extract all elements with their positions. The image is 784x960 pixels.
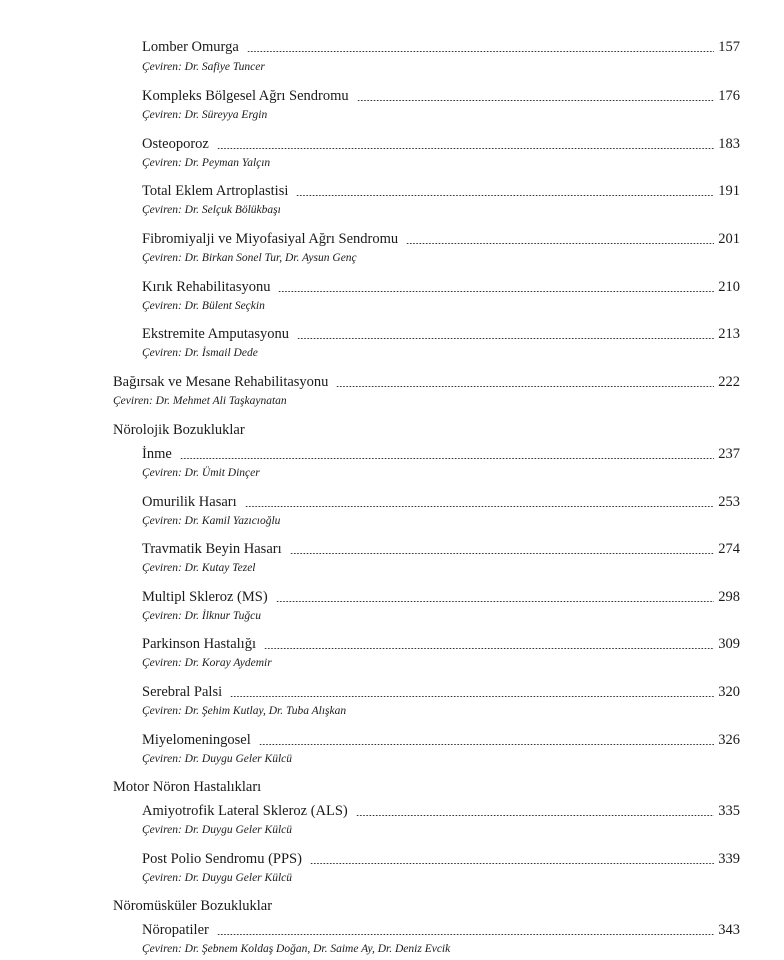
toc-entry-page: 298 [718, 589, 740, 605]
section-heading: Nörolojik Bozukluklar [113, 422, 245, 438]
toc-entry-page: 274 [718, 541, 740, 557]
dot-leader [180, 458, 714, 459]
dot-leader [245, 506, 715, 507]
dot-leader [217, 148, 714, 149]
toc-entry[interactable] [142, 230, 740, 248]
toc-entry-page: 157 [718, 39, 740, 55]
dot-leader [230, 696, 714, 697]
section-heading: Motor Nöron Hastalıkları [113, 779, 262, 795]
toc-entry-translator: Çeviren: Dr. Ümit Dinçer [142, 467, 260, 479]
toc-entry[interactable] [142, 921, 740, 939]
toc-entry[interactable] [142, 135, 740, 153]
toc-entry-title: Amiyotrofik Lateral Skleroz (ALS) [142, 803, 348, 819]
toc-entry-title: Total Eklem Artroplastisi [142, 183, 289, 199]
toc-entry-page: 191 [718, 183, 740, 199]
toc-entry-page: 253 [718, 494, 740, 510]
toc-entry-translator: Çeviren: Dr. Selçuk Bölükbaşı [142, 204, 281, 216]
dot-leader [217, 934, 714, 935]
toc-entry-translator: Çeviren: Dr. Bülent Seçkin [142, 300, 265, 312]
toc-entry-translator: Çeviren: Dr. Şehim Kutlay, Dr. Tuba Alışkan [142, 705, 347, 717]
toc-entry[interactable] [142, 850, 740, 868]
toc-entry-title: Kırık Rehabilitasyonu [142, 279, 271, 295]
toc-entry-title: Ekstremite Amputasyonu [142, 326, 289, 342]
toc-entry-page: 320 [718, 684, 740, 700]
toc-entry-page: 210 [718, 279, 740, 295]
toc-entry-translator: Çeviren: Dr. Mehmet Ali Taşkaynatan [113, 395, 287, 407]
dot-leader [290, 553, 715, 554]
dot-leader [297, 338, 714, 339]
toc-entry-translator: Çeviren: Dr. Safiye Tuncer [142, 61, 265, 73]
section-heading: Nöromüsküler Bozukluklar [113, 898, 273, 914]
dot-leader [356, 815, 714, 816]
toc-entry[interactable] [142, 493, 740, 511]
toc-entry[interactable] [142, 540, 740, 558]
toc-entry-page: 309 [718, 636, 740, 652]
toc-entry-translator: Çeviren: Dr. Duygu Geler Külcü [142, 753, 292, 765]
toc-entry-page: 237 [718, 446, 740, 462]
toc-entry-title: Osteoporoz [142, 136, 209, 152]
toc-entry-page: 176 [718, 88, 740, 104]
toc-entry-translator: Çeviren: Dr. Birkan Sonel Tur, Dr. Aysun Genç [142, 252, 357, 264]
toc-entry-translator: Çeviren: Dr. Koray Aydemir [142, 657, 272, 669]
toc-entry[interactable] [142, 731, 740, 749]
toc-entry-translator: Çeviren: Dr. Duygu Geler Külcü [142, 872, 292, 884]
dot-leader [310, 863, 714, 864]
toc-entry[interactable] [142, 182, 740, 200]
toc-entry-title: Fibromiyalji ve Miyofasiyal Ağrı Sendromu [142, 231, 399, 247]
toc-entry-page: 222 [718, 374, 740, 390]
toc-entry-title: Bağırsak ve Mesane Rehabilitasyonu [113, 374, 329, 390]
toc-entry-translator: Çeviren: Dr. Duygu Geler Külcü [142, 824, 292, 836]
toc-entry-translator: Çeviren: Dr. İsmail Dede [142, 347, 258, 359]
toc-entry-translator: Çeviren: Dr. Şebnem Koldaş Doğan, Dr. Saime Ay, Dr. Deniz Evcik [142, 943, 451, 955]
toc-entry-title: Travmatik Beyin Hasarı [142, 541, 282, 557]
toc-entry-translator: Çeviren: Dr. Kutay Tezel [142, 562, 256, 574]
toc-entry-page: 183 [718, 136, 740, 152]
toc-entry-translator: Çeviren: Dr. Süreyya Ergin [142, 109, 268, 121]
toc-entry-title: İnme [142, 446, 172, 462]
dot-leader [247, 51, 714, 52]
toc-entry-title: Parkinson Hastalığı [142, 636, 256, 652]
toc-entry-title: Lomber Omurga [142, 39, 239, 55]
toc-entry-title: Multipl Skleroz (MS) [142, 589, 268, 605]
toc-entry[interactable] [142, 445, 740, 463]
toc-entry-translator: Çeviren: Dr. İlknur Tuğcu [142, 610, 262, 622]
toc-entry-title: Post Polio Sendromu (PPS) [142, 851, 302, 867]
toc-entry-title: Serebral Palsi [142, 684, 223, 700]
toc-entry[interactable] [142, 38, 740, 56]
toc-entry-page: 326 [718, 732, 740, 748]
dot-leader [296, 195, 714, 196]
dot-leader [357, 100, 715, 101]
dot-leader [264, 648, 714, 649]
toc-entry[interactable] [142, 87, 740, 105]
toc-entry-translator: Çeviren: Dr. Kamil Yazıcıoğlu [142, 515, 281, 527]
toc-entry[interactable] [142, 325, 740, 343]
toc-entry[interactable] [142, 683, 740, 701]
dot-leader [278, 291, 714, 292]
toc-entry-translator: Çeviren: Dr. Peyman Yalçın [142, 157, 271, 169]
toc-entry-title: Kompleks Bölgesel Ağrı Sendromu [142, 88, 349, 104]
toc-entry[interactable] [142, 635, 740, 653]
toc-entry-page: 213 [718, 326, 740, 342]
dot-leader [336, 386, 714, 387]
toc-entry-title: Omurilik Hasarı [142, 494, 237, 510]
dot-leader [259, 744, 715, 745]
toc-entry-title: Nöropatiler [142, 922, 209, 938]
toc-entry[interactable] [142, 588, 740, 606]
toc-entry-page: 335 [718, 803, 740, 819]
toc-entry-page: 339 [718, 851, 740, 867]
toc-entry-title: Miyelomeningosel [142, 732, 251, 748]
toc-entry[interactable] [142, 802, 740, 820]
toc-entry[interactable] [142, 278, 740, 296]
toc-entry-page: 201 [718, 231, 740, 247]
toc-entry-page: 343 [718, 922, 740, 938]
dot-leader [276, 601, 715, 602]
dot-leader [406, 243, 714, 244]
toc-entry[interactable] [113, 373, 740, 391]
